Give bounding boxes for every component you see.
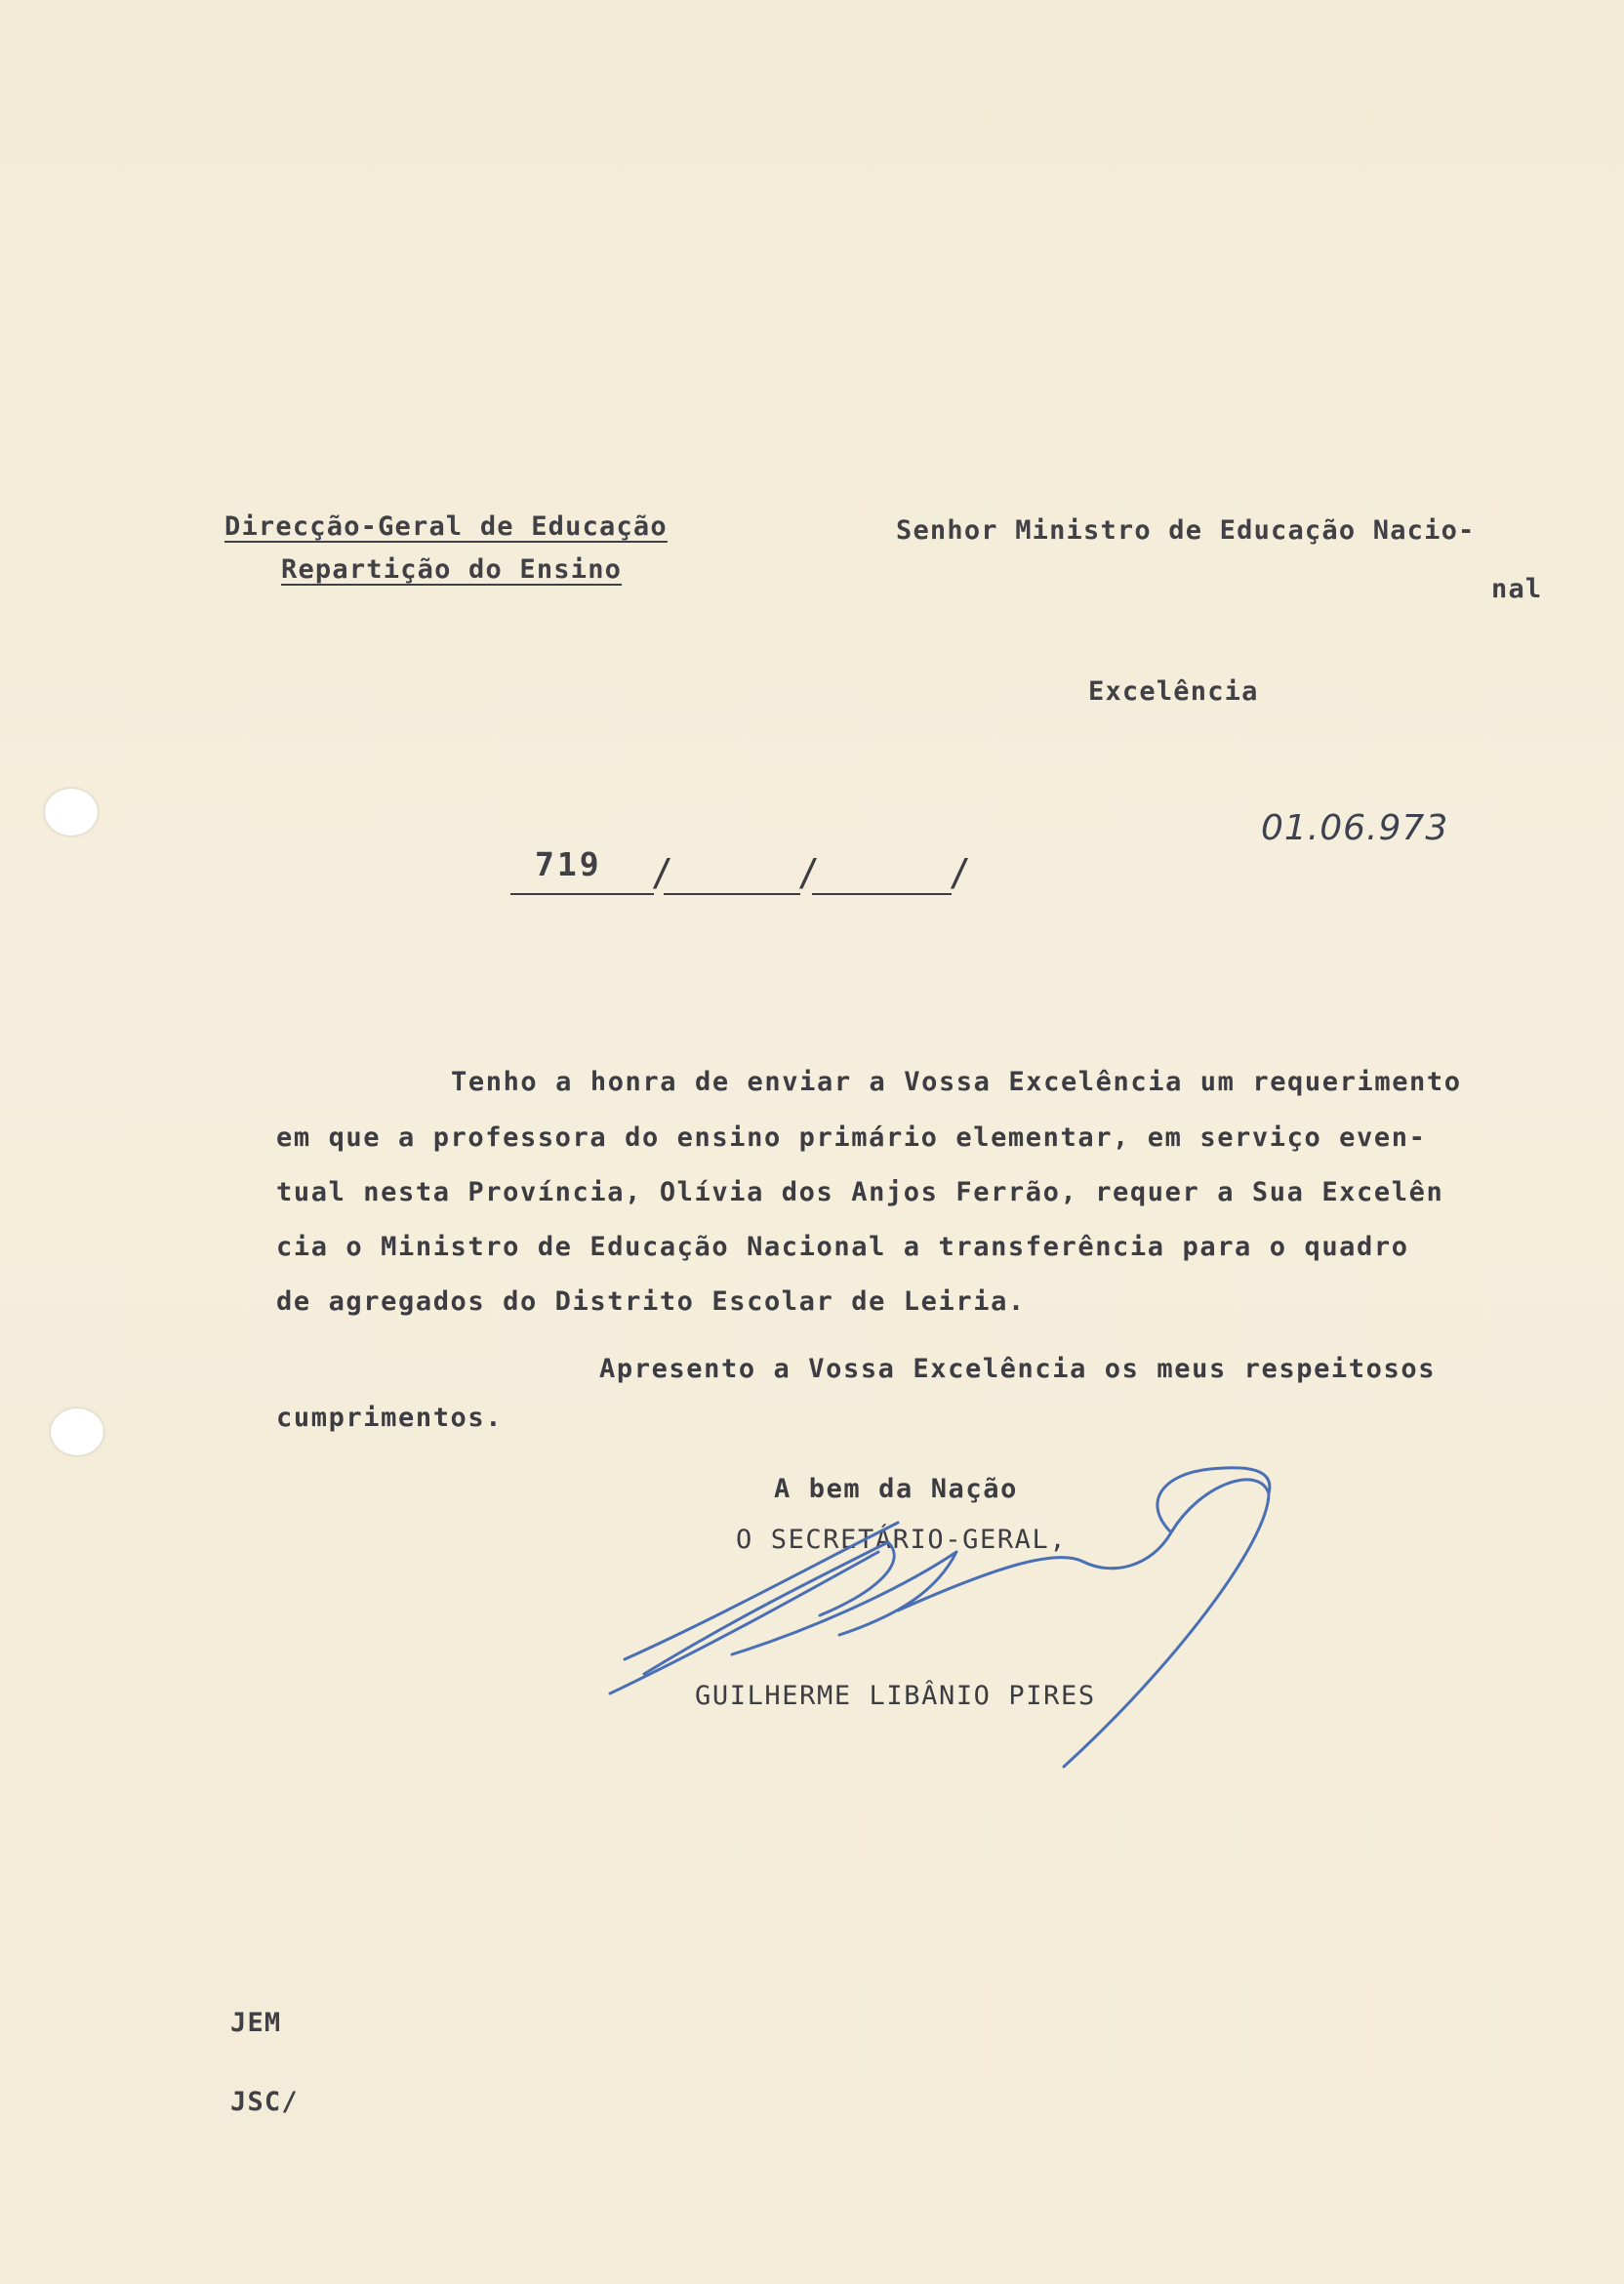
salutation: Excelência [1088, 676, 1259, 707]
closing-line-1: Apresento a Vossa Excelência os meus respeitosos [599, 1354, 1437, 1384]
addressee-line1: Senhor Ministro de Educação Nacio- [896, 515, 1476, 546]
body-line-2: em que a professora do ensino primário elementar, em serviço even- [276, 1122, 1427, 1153]
department-division: Repartição do Ensino [281, 554, 623, 585]
reference-underline-2 [664, 893, 800, 895]
handwritten-signature [586, 1445, 1288, 1776]
handwritten-date: 01.06.973 [1261, 808, 1449, 848]
department-name: Direcção-Geral de Educação [224, 511, 668, 542]
initials-line-1: JEM [230, 2008, 282, 2038]
reference-number: 719 [535, 845, 602, 883]
reference-underline-1 [510, 893, 654, 895]
signature-name: GUILHERME LIBÂNIO PIRES [695, 1681, 1096, 1711]
reference-slash-3: / [949, 851, 971, 894]
signature-motto: A bem da Nação [774, 1474, 1018, 1504]
signature-title: O SECRETÁRIO-GERAL, [736, 1525, 1068, 1555]
body-line-4: cia o Ministro de Educação Nacional a transferência para o quadro [276, 1232, 1409, 1262]
punch-hole-top [45, 789, 98, 836]
reference-underline-3 [812, 893, 952, 895]
addressee-line2: nal [1491, 574, 1543, 604]
body-line-5: de agregados do Distrito Escolar de Leiria. [276, 1286, 1026, 1317]
punch-hole-bottom [51, 1408, 103, 1455]
body-line-3: tual nesta Província, Olívia dos Anjos Ferrão, requer a Sua Excelên [276, 1177, 1444, 1207]
initials-line-2: JSC/ [230, 2087, 299, 2117]
reference-slash-1: / [651, 851, 673, 894]
closing-line-2: cumprimentos. [276, 1403, 504, 1433]
body-line-1: Tenho a honra de enviar a Vossa Excelência um requerimento [451, 1067, 1462, 1097]
reference-slash-2: / [797, 851, 820, 894]
